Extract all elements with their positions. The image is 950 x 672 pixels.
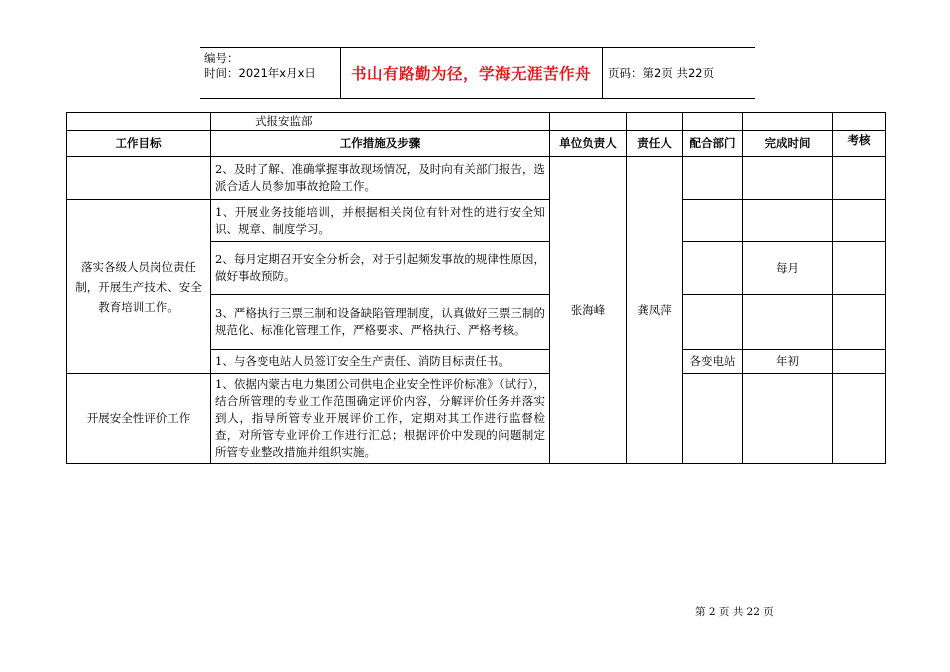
column-header-time: 完成时间 xyxy=(743,131,833,157)
work-plan-table xyxy=(66,112,886,464)
measure-cell: 3、严格执行三票三制和设备缺陷管理制度，认真做好三票三制的规范化、标准化管理工作，严格要求、严格执行、严格考核。 xyxy=(211,295,550,350)
table-cell xyxy=(683,200,743,242)
column-header-unit-leader: 单位负责人 xyxy=(550,131,627,157)
table-cell xyxy=(683,113,743,131)
table-cell xyxy=(683,157,743,200)
table-cell xyxy=(683,374,743,464)
measure-cell: 1、开展业务技能培训，并根据相关岗位有针对性的进行安全知识、规章、制度学习。 xyxy=(211,200,550,242)
table-cell xyxy=(683,242,743,295)
measure-cell: 2、每月定期召开安全分析会，对于引起频发事故的规律性原因，做好事故预防。 xyxy=(211,242,550,295)
header-motto: 书山有路勤为径，学海无涯苦作舟 xyxy=(350,65,591,83)
goal-cell: 落实各级人员岗位责任制，开展生产技术、安全教育培训工作。 xyxy=(67,200,211,374)
table-row xyxy=(67,200,886,242)
time-cell: 年初 xyxy=(743,350,833,374)
header-divider xyxy=(602,48,603,98)
table-cell xyxy=(743,113,833,131)
table-cell xyxy=(743,374,833,464)
table-cell xyxy=(833,350,886,374)
table-cell xyxy=(627,113,683,131)
table-cell xyxy=(833,295,886,350)
column-header-responsible: 责任人 xyxy=(627,131,683,157)
table-cell xyxy=(743,157,833,200)
table-header-row xyxy=(67,131,886,157)
time-cell: 每月 xyxy=(743,242,833,295)
header-page-label: 页码：第2页 共22页 xyxy=(608,66,715,80)
table-cell xyxy=(67,113,211,131)
measure-cell: 1、与各变电站人员签订安全生产责任、消防目标责任书。 xyxy=(211,350,550,374)
column-header-goal: 工作目标 xyxy=(67,131,211,157)
column-header-measures: 工作措施及步骤 xyxy=(211,131,550,157)
column-header-assessment: 考核 xyxy=(833,131,886,157)
table-cell xyxy=(833,113,886,131)
table-row xyxy=(67,374,886,464)
goal-cell: 开展安全性评价工作 xyxy=(67,374,211,464)
table-cell xyxy=(833,157,886,200)
table-cell xyxy=(67,157,211,200)
header-meta xyxy=(204,51,316,81)
table-cell xyxy=(683,295,743,350)
table-cell xyxy=(743,295,833,350)
measure-cell: 2、及时了解、准确掌握事故现场情况，及时向有关部门报告，选派合适人员参加事故抢险工作。 xyxy=(211,157,550,200)
table-cell xyxy=(833,374,886,464)
responsible-cell: 龚凤萍 xyxy=(627,157,683,464)
measure-cell: 1、依据内蒙古电力集团公司供电企业安全性评价标准》（试行），结合所管理的专业工作范围确定评价内容，分解评价任务并落实到人，指导所管专业开展评价工作，定期对其工作进行监督检查，对所管专业评价工作进行汇总；根据评价中发现的问题制定所管专业整改措施并组织实施。 xyxy=(211,374,550,464)
page-footer: 第 2 页 共 22 页 xyxy=(695,606,774,618)
document-header xyxy=(200,47,755,99)
table-cell xyxy=(743,200,833,242)
column-header-dept: 配合部门 xyxy=(683,131,743,157)
document-time-label: 时间：2021年x月x日 xyxy=(204,66,316,80)
table-row xyxy=(67,157,886,200)
table-cell xyxy=(833,242,886,295)
document-number-label: 编号： xyxy=(204,51,239,65)
unit-leader-cell: 张海峰 xyxy=(550,157,627,464)
header-divider xyxy=(340,48,341,98)
table-cell xyxy=(550,113,627,131)
table-row xyxy=(67,113,886,131)
table-cell xyxy=(833,200,886,242)
dept-cell: 各变电站 xyxy=(683,350,743,374)
continued-text: 式报安监部 xyxy=(211,113,550,131)
